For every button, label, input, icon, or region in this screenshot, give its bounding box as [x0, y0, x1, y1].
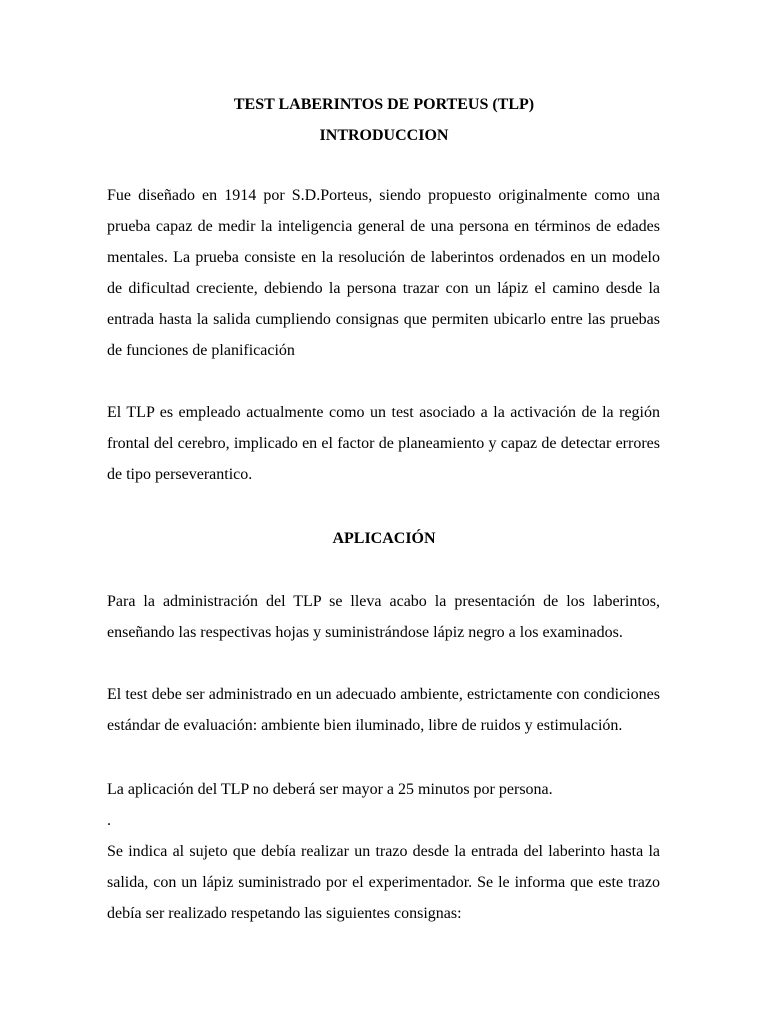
section-heading-aplicacion: APLICACIÓN	[332, 530, 436, 547]
paragraph-instructions: Se indica al sujeto que debía realizar un trazo desde la entrada del laberinto hasta la salida, con un lápiz suministrado por el experimentador. Se le informa que este trazo debía ser realizado respetando las siguientes consignas:	[107, 843, 660, 922]
paragraph-administration: Para la administración del TLP se lleva acabo la presentación de los laberintos, enseñando las respectivas hojas y suministrándose lápiz negro a los examinados.	[107, 593, 660, 641]
paragraph-duration: La aplicación del TLP no deberá ser mayor a 25 minutos por persona.	[107, 781, 553, 798]
paragraph-intro-history: Fue diseñado en 1914 por S.D.Porteus, siendo propuesto originalmente como una prueba capaz de medir la inteligencia general de una persona en términos de edades mentales. La prueba consiste en la resolución de laberintos ordenados en un modelo de dificultad creciente, debiendo la persona trazar con un lápiz el camino desde la entrada hasta la salida cumpliendo consignas que permiten ubicarlo entre las pruebas de funciones de planificación	[107, 187, 660, 359]
paragraph-environment: El test debe ser administrado en un adecuado ambiente, estrictamente con condiciones estándar de evaluación: ambiente bien iluminado, libre de ruidos y estimulación.	[107, 686, 660, 734]
paragraph-intro-usage: El TLP es empleado actualmente como un test asociado a la activación de la región frontal del cerebro, implicado en el factor de planeamiento y capaz de detectar errores de tipo perseverantico.	[107, 404, 660, 483]
section-heading-introduccion: INTRODUCCION	[319, 127, 449, 144]
document-title: TEST LABERINTOS DE PORTEUS (TLP)	[233, 96, 535, 113]
paragraph-separator-dot: .	[107, 812, 111, 829]
